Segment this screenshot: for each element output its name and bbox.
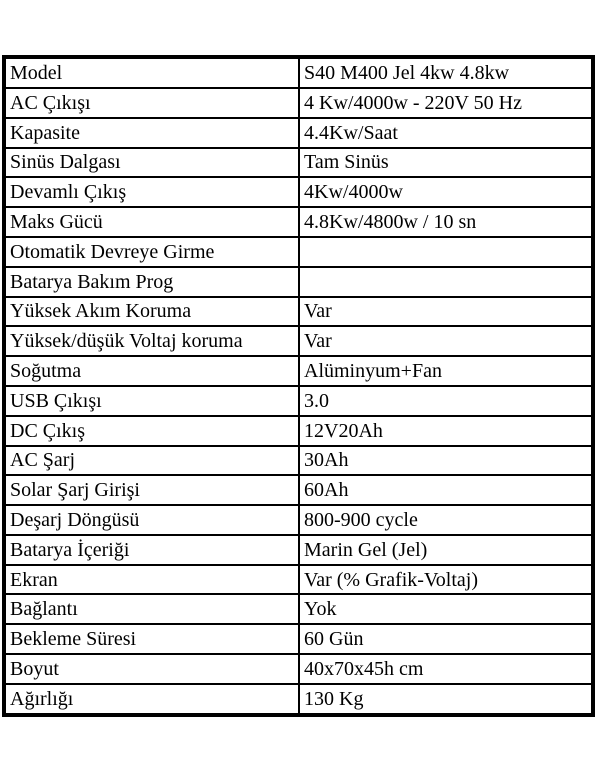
table-row: [4, 177, 593, 207]
spec-label-cell: Deşarj Döngüsü: [4, 505, 299, 535]
table-row: [4, 386, 593, 416]
spec-value-cell: 130 Kg: [299, 684, 593, 715]
table-row: [4, 475, 593, 505]
spec-value-cell: 4 Kw/4000w - 220V 50 Hz: [299, 88, 593, 118]
table-row: [4, 267, 593, 297]
spec-value-cell: S40 M400 Jel 4kw 4.8kw: [299, 57, 593, 88]
spec-value-cell: Tam Sinüs: [299, 148, 593, 178]
table-row: [4, 446, 593, 476]
spec-label-cell: Batarya İçeriği: [4, 535, 299, 565]
spec-label-cell: Ağırlığı: [4, 684, 299, 715]
spec-label-cell: Yüksek Akım Koruma: [4, 297, 299, 327]
table-row: [4, 88, 593, 118]
table-row: [4, 416, 593, 446]
spec-value-cell: Marin Gel (Jel): [299, 535, 593, 565]
spec-value-cell: 60 Gün: [299, 624, 593, 654]
spec-label-cell: AC Çıkışı: [4, 88, 299, 118]
spec-label-cell: Bekleme Süresi: [4, 624, 299, 654]
spec-value-cell: 4Kw/4000w: [299, 177, 593, 207]
spec-value-cell: 12V20Ah: [299, 416, 593, 446]
spec-value-cell: Var: [299, 326, 593, 356]
spec-label-cell: DC Çıkış: [4, 416, 299, 446]
spec-value-cell: Alüminyum+Fan: [299, 356, 593, 386]
spec-value-cell: 800-900 cycle: [299, 505, 593, 535]
table-row: [4, 118, 593, 148]
spec-label-cell: Batarya Bakım Prog: [4, 267, 299, 297]
spec-value-cell: 60Ah: [299, 475, 593, 505]
spec-table-body: [4, 57, 593, 715]
table-row: [4, 237, 593, 267]
spec-label-cell: USB Çıkışı: [4, 386, 299, 416]
table-row: [4, 505, 593, 535]
spec-value-cell: 30Ah: [299, 446, 593, 476]
table-row: [4, 535, 593, 565]
spec-label-cell: Yüksek/düşük Voltaj koruma: [4, 326, 299, 356]
spec-label-cell: Bağlantı: [4, 594, 299, 624]
spec-value-cell: Var (% Grafik-Voltaj): [299, 565, 593, 595]
spec-label-cell: Soğutma: [4, 356, 299, 386]
table-row: [4, 654, 593, 684]
spec-value-cell: [299, 267, 593, 297]
spec-label-cell: Otomatik Devreye Girme: [4, 237, 299, 267]
table-row: [4, 565, 593, 595]
spec-label-cell: Model: [4, 57, 299, 88]
spec-label-cell: Kapasite: [4, 118, 299, 148]
spec-label-cell: Solar Şarj Girişi: [4, 475, 299, 505]
spec-value-cell: Yok: [299, 594, 593, 624]
spec-label-cell: Maks Gücü: [4, 207, 299, 237]
spec-value-cell: 40x70x45h cm: [299, 654, 593, 684]
table-row: [4, 57, 593, 88]
table-row: [4, 207, 593, 237]
table-row: [4, 297, 593, 327]
spec-label-cell: AC Şarj: [4, 446, 299, 476]
spec-value-cell: 4.4Kw/Saat: [299, 118, 593, 148]
spec-value-cell: [299, 237, 593, 267]
table-row: [4, 624, 593, 654]
table-row: [4, 594, 593, 624]
table-row: [4, 684, 593, 715]
spec-table: [2, 55, 595, 717]
spec-label-cell: Sinüs Dalgası: [4, 148, 299, 178]
table-row: [4, 326, 593, 356]
spec-label-cell: Ekran: [4, 565, 299, 595]
spec-value-cell: 4.8Kw/4800w / 10 sn: [299, 207, 593, 237]
spec-label-cell: Boyut: [4, 654, 299, 684]
spec-value-cell: Var: [299, 297, 593, 327]
spec-value-cell: 3.0: [299, 386, 593, 416]
spec-label-cell: Devamlı Çıkış: [4, 177, 299, 207]
table-row: [4, 148, 593, 178]
table-row: [4, 356, 593, 386]
